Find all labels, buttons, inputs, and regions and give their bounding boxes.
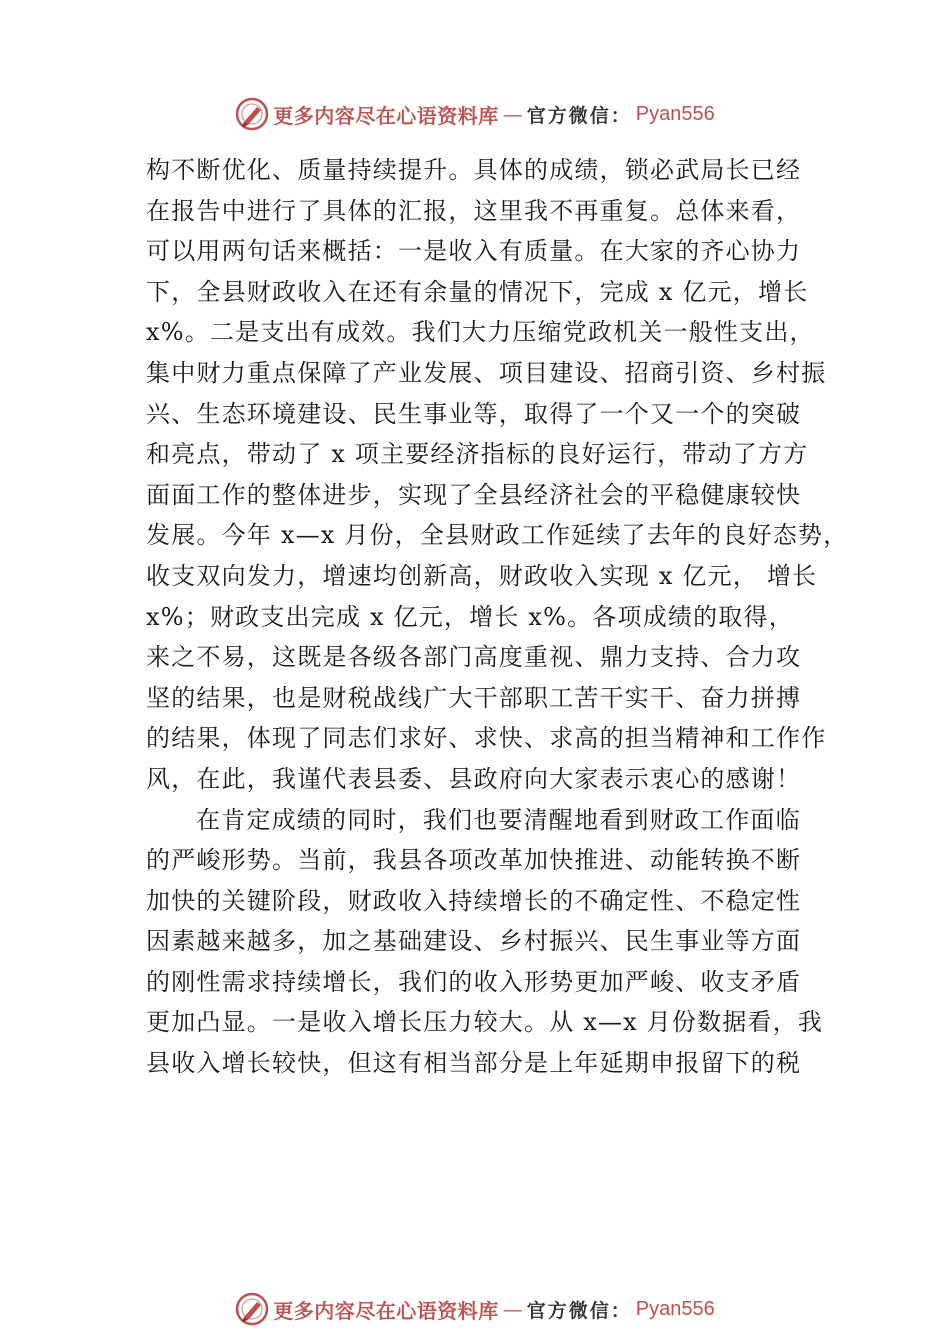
watermark-wechat-id: Pyan556 — [635, 102, 715, 125]
text-line: 加快的关键阶段，财政收入持续增长的不确定性、不稳定性 — [146, 886, 802, 915]
text-line: 的严峻形势。当前，我县各项改革加快推进、动能转换不断 — [146, 846, 802, 875]
text-line: 在报告中进行了具体的汇报，这里我不再重复。总体来看， — [146, 196, 802, 225]
text-line: 和亮点，带动了 x 项主要经济指标的良好运行，带动了方方 — [146, 440, 809, 469]
pen-seal-icon — [235, 97, 269, 131]
watermark-dash: — — [502, 1297, 523, 1321]
text-line: 的刚性需求持续增长，我们的收入形势更加严峻、收支矛盾 — [146, 967, 802, 996]
watermark-wechat-id: Pyan556 — [635, 1297, 715, 1320]
text-line: 发展。今年 x—x 月份，全县财政工作延续了去年的良好态势， — [146, 521, 849, 550]
text-line: 风，在此，我谨代表县委、县政府向大家表示衷心的感谢！ — [146, 764, 802, 793]
text-line: 可以用两句话来概括：一是收入有质量。在大家的齐心协力 — [146, 237, 802, 266]
text-line: 来之不易，这既是各级各部门高度重视、鼎力支持、合力攻 — [146, 643, 802, 672]
text-line: 更加凸显。一是收入增长压力较大。从 x—x 月份数据看，我 — [146, 1008, 824, 1037]
text-line: x%；财政支出完成 x 亿元，增长 x%。各项成绩的取得， — [146, 602, 794, 631]
text-line: 面面工作的整体进步，实现了全县经济社会的平稳健康较快 — [146, 480, 802, 509]
watermark-label: 官方微信： — [526, 1299, 632, 1322]
watermark-site-text: 更多内容尽在心语资料库 — [273, 103, 499, 128]
text-line: 下，全县财政收入在还有余量的情况下，完成 x 亿元，增长 — [146, 277, 809, 306]
text-line: 的结果，体现了同志们求好、求快、求高的担当精神和工作作 — [146, 724, 827, 753]
text-line: x%。二是支出有成效。我们大力压缩党政机关一般性支出， — [146, 318, 815, 347]
pen-seal-icon — [235, 1292, 269, 1326]
text-line: 收支双向发力，增速均创新高，财政收入实现 x 亿元， 增长 — [146, 561, 818, 590]
paragraph-first-line: 在肯定成绩的同时，我们也要清醒地看到财政工作面临 — [196, 805, 801, 834]
header-watermark — [0, 94, 950, 134]
text-line: 集中财力重点保障了产业发展、项目建设、招商引资、乡村振 — [146, 358, 827, 387]
watermark-label: 官方微信： — [526, 104, 632, 127]
watermark-site-text: 更多内容尽在心语资料库 — [273, 1298, 499, 1323]
text-line: 构不断优化、质量持续提升。具体的成绩，锁必武局长已经 — [146, 156, 802, 184]
watermark-dash: — — [502, 102, 523, 126]
text-line: 县收入增长较快，但这有相当部分是上年延期申报留下的税 — [146, 1049, 802, 1078]
text-line: 坚的结果，也是财税战线广大干部职工苦干实干、奋力拼搏 — [146, 683, 802, 712]
footer-watermark — [0, 1289, 950, 1329]
document-body — [146, 150, 849, 1084]
text-line: 因素越来越多，加之基础建设、乡村振兴、民生事业等方面 — [146, 927, 802, 956]
text-line: 兴、生态环境建设、民生事业等，取得了一个又一个的突破 — [146, 399, 802, 428]
